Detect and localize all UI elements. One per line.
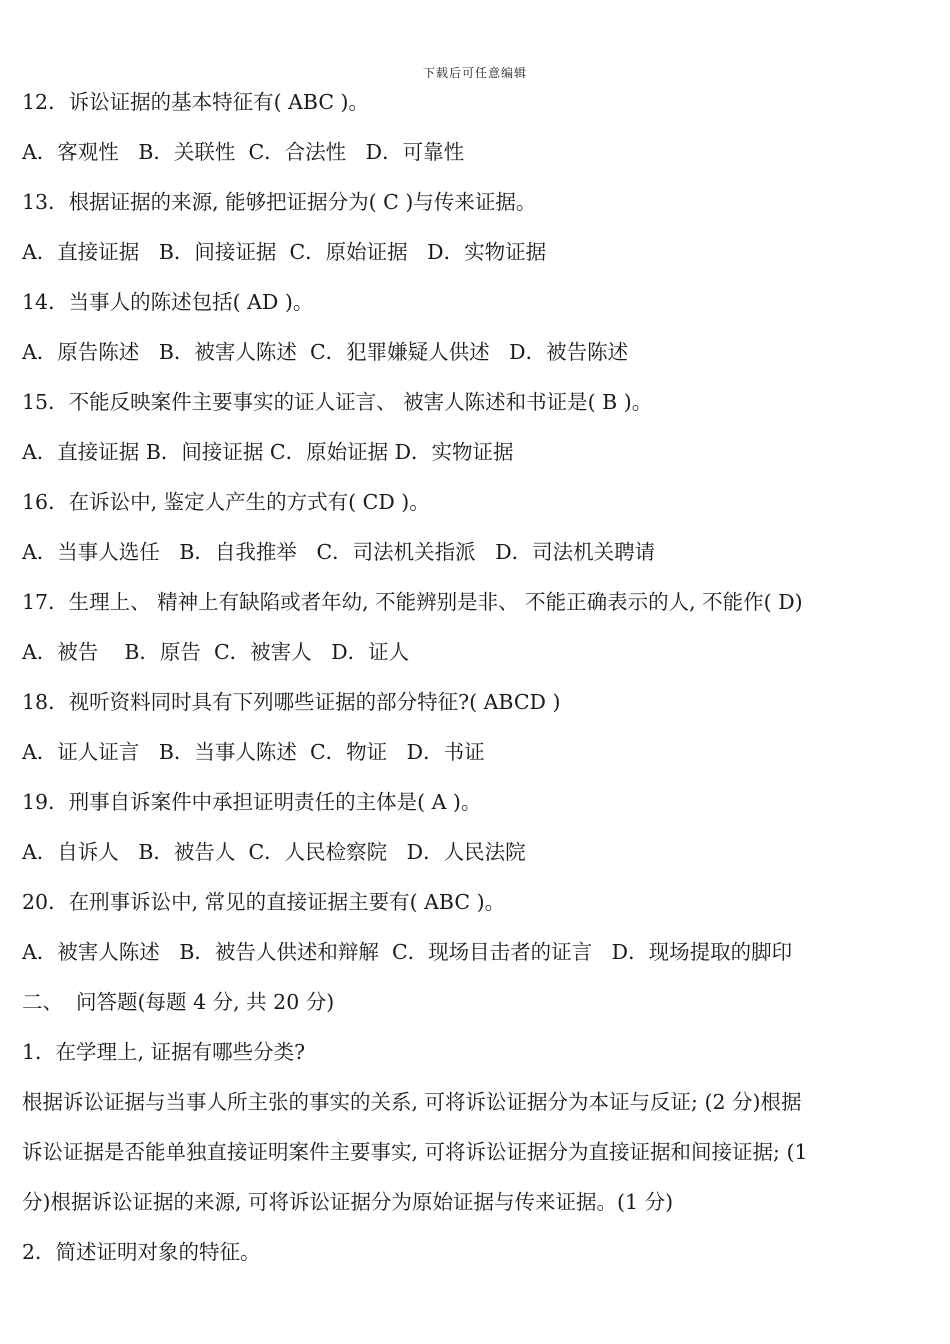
options-16: A．当事人选任 B．自我推举 C．司法机关指派 D．司法机关聘请: [22, 540, 656, 564]
essay-question-1: 1．在学理上, 证据有哪些分类?: [22, 1040, 306, 1064]
question-15: 15．不能反映案件主要事实的证人证言、 被害人陈述和书证是( B )。: [22, 390, 653, 414]
options-17: A．被告 B．原告 C．被害人 D．证人: [22, 640, 410, 664]
essay-question-2: 2．简述证明对象的特征。: [22, 1240, 261, 1264]
question-14: 14．当事人的陈述包括( AD )。: [22, 290, 314, 314]
question-16: 16．在诉讼中, 鉴定人产生的方式有( CD )。: [22, 490, 430, 514]
options-19: A．自诉人 B．被告人 C．人民检察院 D．人民法院: [22, 840, 526, 864]
options-13: A．直接证据 B．间接证据 C．原始证据 D．实物证据: [22, 240, 547, 264]
options-20: A．被害人陈述 B．被告人供述和辩解 C．现场目击者的证言 D．现场提取的脚印: [22, 940, 793, 964]
question-20: 20．在刑事诉讼中, 常见的直接证据主要有( ABC )。: [22, 890, 506, 914]
question-12: 12．诉讼证据的基本特征有( ABC )。: [22, 90, 370, 114]
answer-line-3: 分)根据诉讼证据的来源, 可将诉讼证据分为原始证据与传来证据。(1 分): [22, 1190, 674, 1214]
question-13: 13．根据证据的来源, 能够把证据分为( C )与传来证据。: [22, 190, 537, 214]
options-14: A．原告陈述 B．被害人陈述 C．犯罪嫌疑人供述 D．被告陈述: [22, 340, 629, 364]
question-18: 18．视听资料同时具有下列哪些证据的部分特征?( ABCD ): [22, 690, 561, 714]
answer-line-1: 根据诉讼证据与当事人所主张的事实的关系, 可将诉讼证据分为本证与反证; (2 分)根据: [22, 1090, 802, 1114]
question-17: 17．生理上、 精神上有缺陷或者年幼, 不能辨别是非、 不能正确表示的人, 不能作( D): [22, 590, 803, 614]
page-header: 下载后可任意编辑: [422, 66, 527, 80]
options-12: A．客观性 B．关联性 C．合法性 D．可靠性: [22, 140, 465, 164]
question-19: 19．刑事自诉案件中承担证明责任的主体是( A )。: [22, 790, 482, 814]
answer-line-2: 诉讼证据是否能单独直接证明案件主要事实, 可将诉讼证据分为直接证据和间接证据; (1: [22, 1140, 808, 1164]
section-heading: 二、 问答题(每题 4 分, 共 20 分): [22, 990, 335, 1014]
options-18: A．证人证言 B．当事人陈述 C．物证 D．书证: [22, 740, 485, 764]
options-15: A．直接证据 B．间接证据 C．原始证据 D．实物证据: [22, 440, 514, 464]
